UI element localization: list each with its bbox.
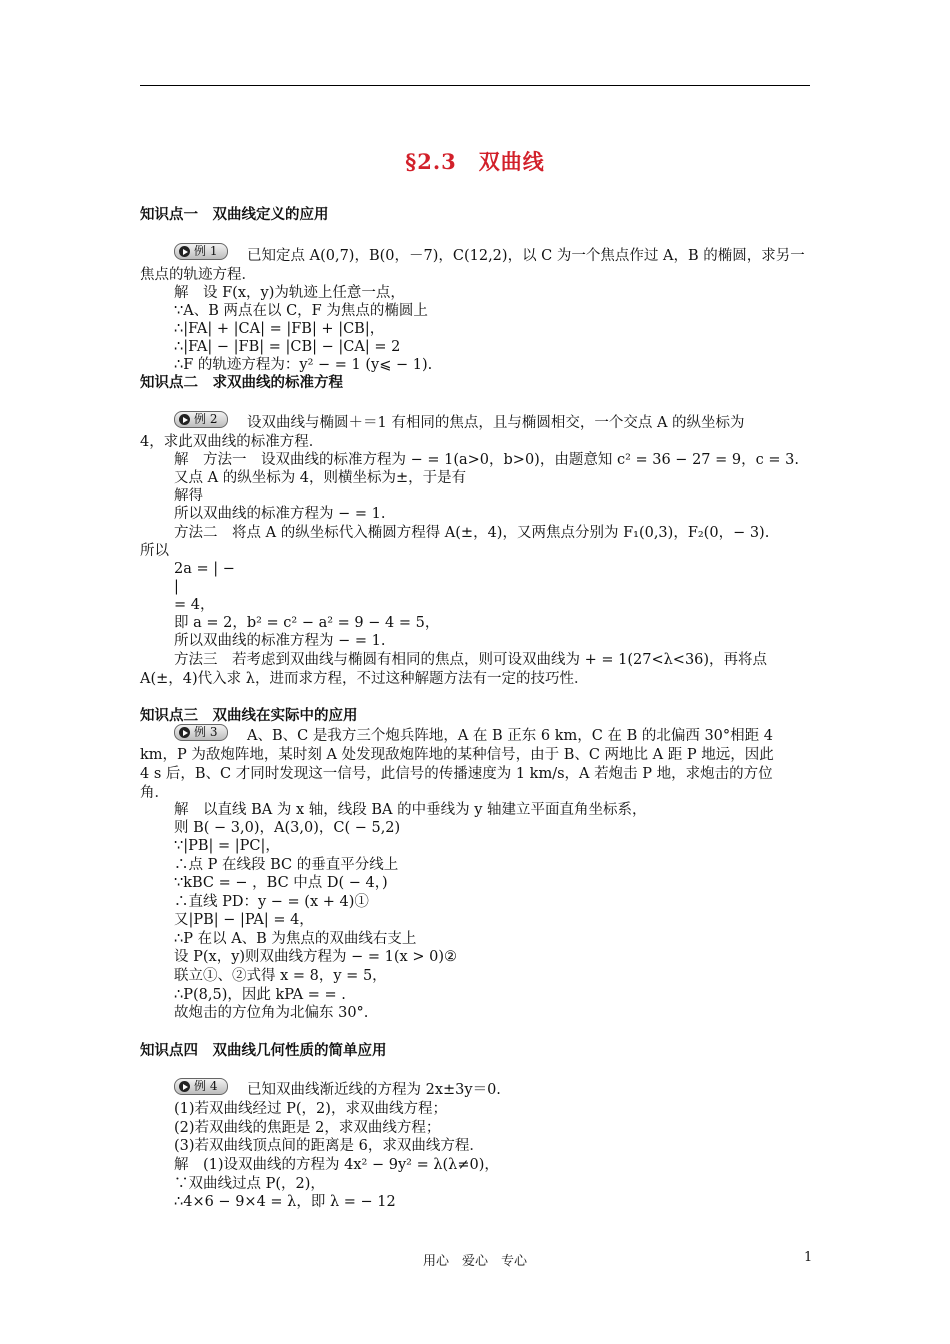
- play-icon: [179, 246, 190, 257]
- section-heading: 知识点一 双曲线定义的应用: [140, 206, 329, 223]
- example-badge: 例 4: [174, 1078, 228, 1095]
- text-line: ∵A、B 两点在以 C，F 为焦点的椭圆上: [174, 303, 428, 319]
- text-line: 即 a = 2，b² = c² − a² = 9 − 4 = 5，: [174, 615, 440, 631]
- text-line: ∵|PB| = |PC|，: [174, 838, 280, 854]
- text-line: (3)若双曲线顶点间的距离是 6，求双曲线方程．: [174, 1138, 484, 1154]
- text-line: ∴P(8,5)，因此 kPA = = .: [174, 987, 346, 1003]
- text-line: A、B、C 是我方三个炮兵阵地，A 在 B 正东 6 km，C 在 B 的北偏西 30°相距 4: [247, 728, 773, 744]
- header-rule: [140, 85, 810, 86]
- text-line: ∵双曲线过点 P(，2)，: [174, 1176, 325, 1192]
- text-line: 方法二 将点 A 的纵坐标代入椭圆方程得 A(±，4)，又两焦点分别为 F₁(0,3)，F₂(0，− 3).: [174, 525, 770, 541]
- text-line: ∴F 的轨迹方程为：y² − = 1 (y⩽ − 1).: [174, 357, 433, 373]
- text-line: 解 方法一 设双曲线的标准方程为 − = 1(a>0，b>0)，由题意知 c² = 36 − 27 = 9，c = 3.: [174, 452, 799, 468]
- example-badge: 例 3: [174, 724, 228, 741]
- section-heading: 知识点二 求双曲线的标准方程: [140, 374, 343, 391]
- footer-text: 用心 爱心 专心: [422, 1254, 527, 1269]
- text-line: ∴|FA| − |FB| = |CB| − |CA| = 2: [174, 339, 401, 355]
- text-line: 4 s 后，B、C 才同时发现这一信号，此信号的传播速度为 1 km/s，A 若炮击 P 地，求炮击的方位: [140, 766, 773, 782]
- text-line: = 4，: [174, 597, 215, 613]
- text-line: 已知定点 A(0,7)，B(0，－7)，C(12,2)，以 C 为一个焦点作过 A，B 的椭圆，求另一: [247, 248, 805, 264]
- text-line: 方法三 若考虑到双曲线与椭圆有相同的焦点，则可设双曲线为 + = 1(27<λ<36)，再将点: [174, 652, 768, 668]
- text-line: 角．: [140, 785, 169, 801]
- text-line: A(±，4)代入求 λ，进而求方程，不过这种解题方法有一定的技巧性．: [140, 671, 589, 687]
- text-line: 所以: [140, 543, 169, 559]
- text-line: 已知双曲线渐近线的方程为 2x±3y＝0.: [247, 1082, 501, 1098]
- text-line: km，P 为敌炮阵地，某时刻 A 处发现敌炮阵地的某种信号，由于 B、C 两地比 A 距 P 地远，因此: [140, 747, 774, 763]
- text-line: 4，求此双曲线的标准方程．: [140, 434, 324, 450]
- play-icon: [179, 1081, 190, 1092]
- text-line: 所以双曲线的标准方程为 − = 1.: [174, 633, 386, 649]
- text-line: 解得: [174, 488, 203, 504]
- text-line: |: [174, 579, 179, 595]
- example-badge: 例 1: [174, 243, 228, 260]
- play-icon: [179, 414, 190, 425]
- text-line: ∴4×6 − 9×4 = λ，即 λ = − 12: [174, 1194, 396, 1210]
- text-line: 解 (1)设双曲线的方程为 4x² − 9y² = λ(λ≠0)，: [174, 1157, 499, 1173]
- text-line: 故炮击的方位角为北偏东 30°.: [174, 1005, 369, 1021]
- play-icon: [179, 727, 190, 738]
- text-line: 设 P(x，y)则双曲线方程为 − = 1(x > 0)②: [174, 949, 457, 965]
- text-line: ∴P 在以 A、B 为焦点的双曲线右支上: [174, 931, 417, 947]
- text-line: 联立①、②式得 x = 8，y = 5，: [174, 968, 387, 984]
- section-heading: 知识点三 双曲线在实际中的应用: [140, 707, 358, 724]
- text-line: 又点 A 的纵坐标为 4，则横坐标为±，于是有: [174, 470, 467, 486]
- text-line: 设双曲线与椭圆＋＝1 有相同的焦点，且与椭圆相交，一个交点 A 的纵坐标为: [247, 415, 745, 431]
- text-line: ∴直线 PD：y − = (x + 4)①: [174, 894, 369, 910]
- text-line: 解 以直线 BA 为 x 轴，线段 BA 的中垂线为 y 轴建立平面直角坐标系，: [174, 802, 647, 818]
- text-line: 焦点的轨迹方程．: [140, 267, 256, 283]
- section-heading: 知识点四 双曲线几何性质的简单应用: [140, 1042, 387, 1059]
- text-line: 解 设 F(x，y)为轨迹上任意一点，: [174, 285, 405, 301]
- page-title: §2.3 双曲线: [405, 149, 545, 174]
- example-badge: 例 2: [174, 411, 228, 428]
- text-line: ∴|FA| + |CA| = |FB| + |CB|，: [174, 321, 385, 337]
- text-line: 又|PB| − |PA| = 4，: [174, 912, 314, 928]
- text-line: 则 B( − 3,0)，A(3,0)，C( − 5,2): [174, 820, 401, 836]
- page-number: 1: [804, 1250, 813, 1265]
- text-line: (2)若双曲线的焦距是 2，求双曲线方程；: [174, 1120, 441, 1136]
- text-line: 所以双曲线的标准方程为 − = 1.: [174, 506, 386, 522]
- text-line: ∵kBC = − ，BC 中点 D( − 4，): [174, 875, 388, 891]
- text-line: 2a = | −: [174, 561, 235, 577]
- text-line: ∴点 P 在线段 BC 的垂直平分线上: [174, 857, 399, 873]
- text-line: (1)若双曲线经过 P(，2)，求双曲线方程；: [174, 1101, 447, 1117]
